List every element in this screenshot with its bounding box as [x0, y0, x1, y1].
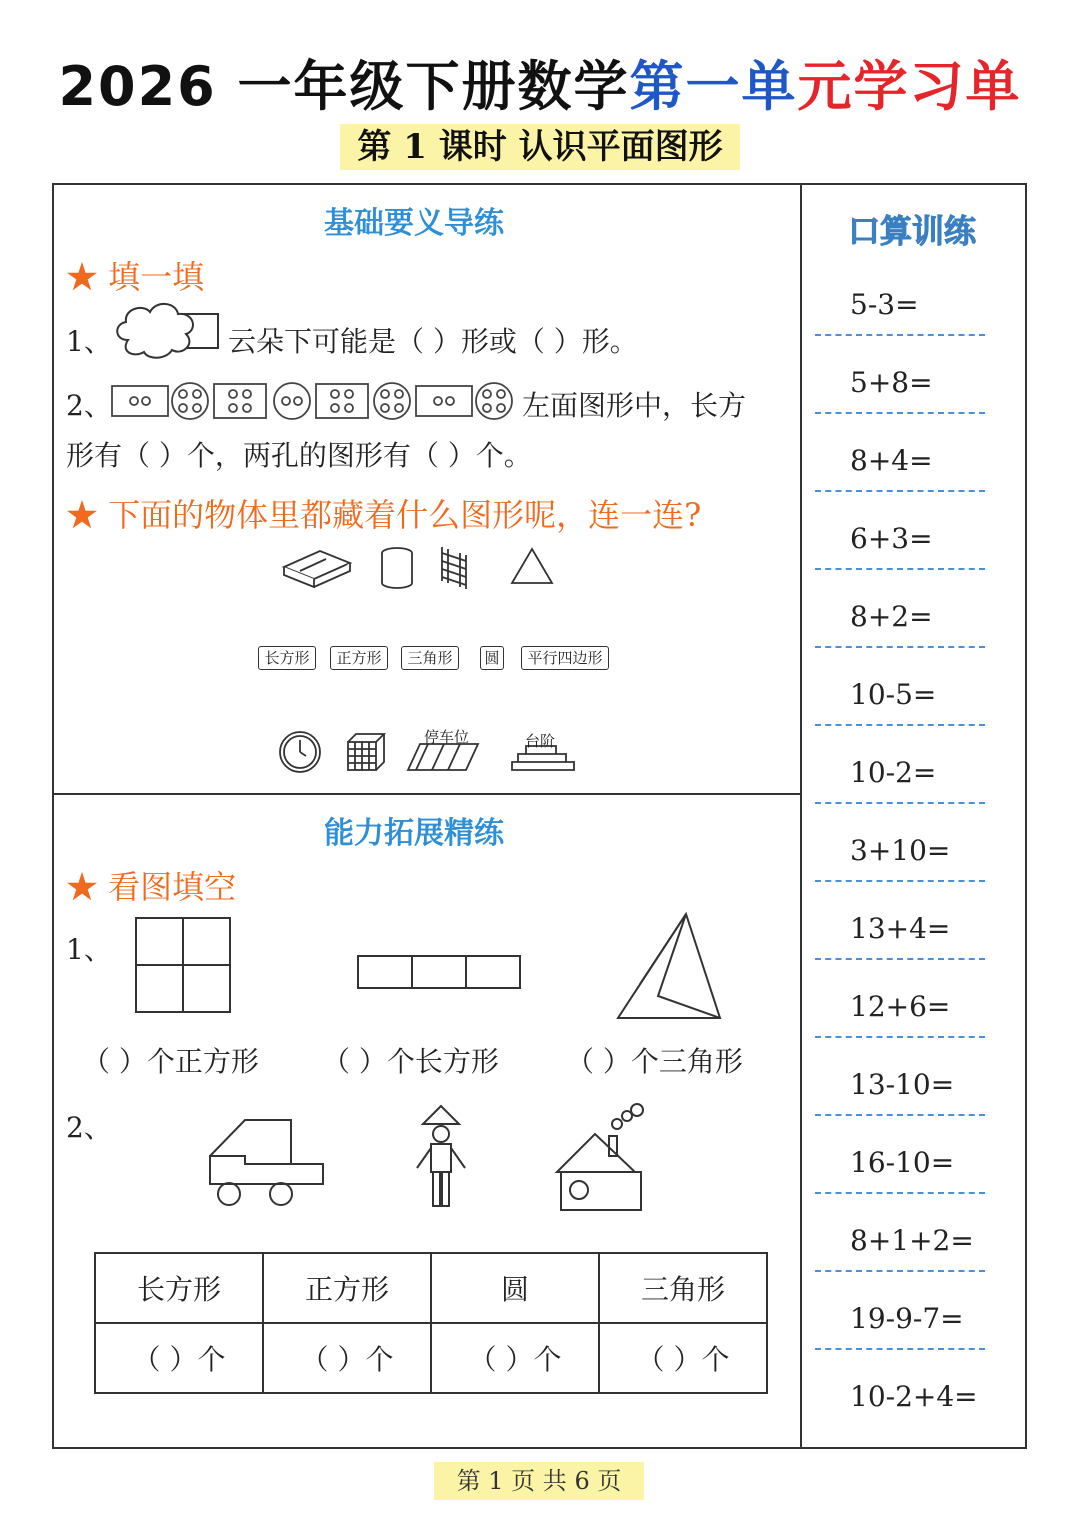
answer-line — [815, 724, 985, 726]
q2-text-b: 形有（ ）个，两孔的图形有（ ）个。 — [66, 439, 532, 472]
answer-line — [815, 1270, 985, 1272]
oral-item: 13+4= — [850, 912, 951, 945]
cloud-icon — [110, 298, 225, 362]
answer-line — [815, 568, 985, 570]
title-red-part: 元学习单 — [797, 55, 1022, 118]
table-header-triangle: 三角形 — [599, 1253, 767, 1323]
q2-text-a: 左面图形中，长方 — [522, 389, 747, 422]
fill-in-heading: ★ 填一填 — [66, 258, 205, 296]
answer-line — [815, 1192, 985, 1194]
oral-item: 8+2= — [850, 600, 933, 633]
caption-parking: 停车位 — [424, 728, 470, 746]
answer-line — [815, 1114, 985, 1116]
oral-item: 5-3= — [850, 288, 919, 321]
answer-line — [815, 802, 985, 804]
label-parallelogram: 平行四边形 — [521, 646, 609, 670]
oral-item: 5+8= — [850, 366, 933, 399]
table-cell-triangle-count: （ ）个 — [599, 1323, 767, 1393]
oral-item: 13-10= — [850, 1068, 955, 1101]
column-divider — [800, 183, 802, 1449]
lesson-subtitle: 第 1 课时 认识平面图形 — [340, 124, 740, 170]
solid-objects-row — [280, 545, 560, 595]
oral-item: 3+10= — [850, 834, 951, 867]
oral-item: 8+1+2= — [850, 1224, 974, 1257]
q2-number: 2、 — [66, 389, 112, 422]
counting-figures — [130, 912, 730, 1027]
table-header-square: 正方形 — [263, 1253, 431, 1323]
answer-line — [815, 412, 985, 414]
basic-section-heading: 基础要义导练 — [324, 206, 504, 241]
q1-number: 1、 — [66, 325, 112, 358]
answer-rectangles: （ ）个长方形 — [322, 1045, 499, 1078]
advanced-section-heading: 能力拓展精练 — [324, 816, 504, 851]
oral-item: 6+3= — [850, 522, 933, 555]
answer-line — [815, 958, 985, 960]
caption-steps: 台阶 — [525, 732, 556, 750]
oral-item: 10-2+4= — [850, 1380, 978, 1413]
table-header-rectangle: 长方形 — [95, 1253, 263, 1323]
answer-squares: （ ）个正方形 — [82, 1045, 259, 1078]
label-square: 正方形 — [330, 646, 388, 670]
label-triangle: 三角形 — [401, 646, 459, 670]
oral-item: 16-10= — [850, 1146, 955, 1179]
button-shapes-row — [110, 380, 520, 422]
truck-person-house-figures — [205, 1104, 655, 1216]
adv-q1-number: 1、 — [66, 933, 112, 966]
shape-count-table — [94, 1252, 768, 1394]
page-title — [0, 44, 1080, 121]
title-main: 2026 一年级下册数学 — [58, 55, 630, 118]
table-cell-square-count: （ ）个 — [263, 1323, 431, 1393]
table-cell-rectangle-count: （ ）个 — [95, 1323, 263, 1393]
section-divider — [52, 793, 802, 795]
answer-line — [815, 880, 985, 882]
oral-arithmetic-title: 口算训练 — [848, 212, 977, 250]
oral-item: 8+4= — [850, 444, 933, 477]
page-number: 第 1 页 共 6 页 — [434, 1462, 644, 1500]
oral-item: 19-9-7= — [850, 1302, 964, 1335]
answer-triangles: （ ）个三角形 — [566, 1045, 743, 1078]
answer-line — [815, 490, 985, 492]
label-circle: 圆 — [480, 646, 504, 670]
oral-item: 10-5= — [850, 678, 937, 711]
match-heading: ★ 下面的物体里都藏着什么图形呢，连一连? — [66, 496, 702, 534]
title-blue-part: 第一单 — [629, 55, 798, 118]
label-rectangle: 长方形 — [258, 646, 316, 670]
answer-line — [815, 1036, 985, 1038]
answer-line — [815, 334, 985, 336]
answer-line — [815, 646, 985, 648]
table-cell-circle-count: （ ）个 — [431, 1323, 599, 1393]
q1-text: 云朵下可能是（ ）形或（ ）形。 — [228, 325, 638, 358]
oral-item: 10-2= — [850, 756, 937, 789]
answer-line — [815, 1348, 985, 1350]
oral-item: 12+6= — [850, 990, 951, 1023]
adv-q2-number: 2、 — [66, 1111, 112, 1144]
look-fill-heading: ★ 看图填空 — [66, 868, 237, 906]
table-header-circle: 圆 — [431, 1253, 599, 1323]
